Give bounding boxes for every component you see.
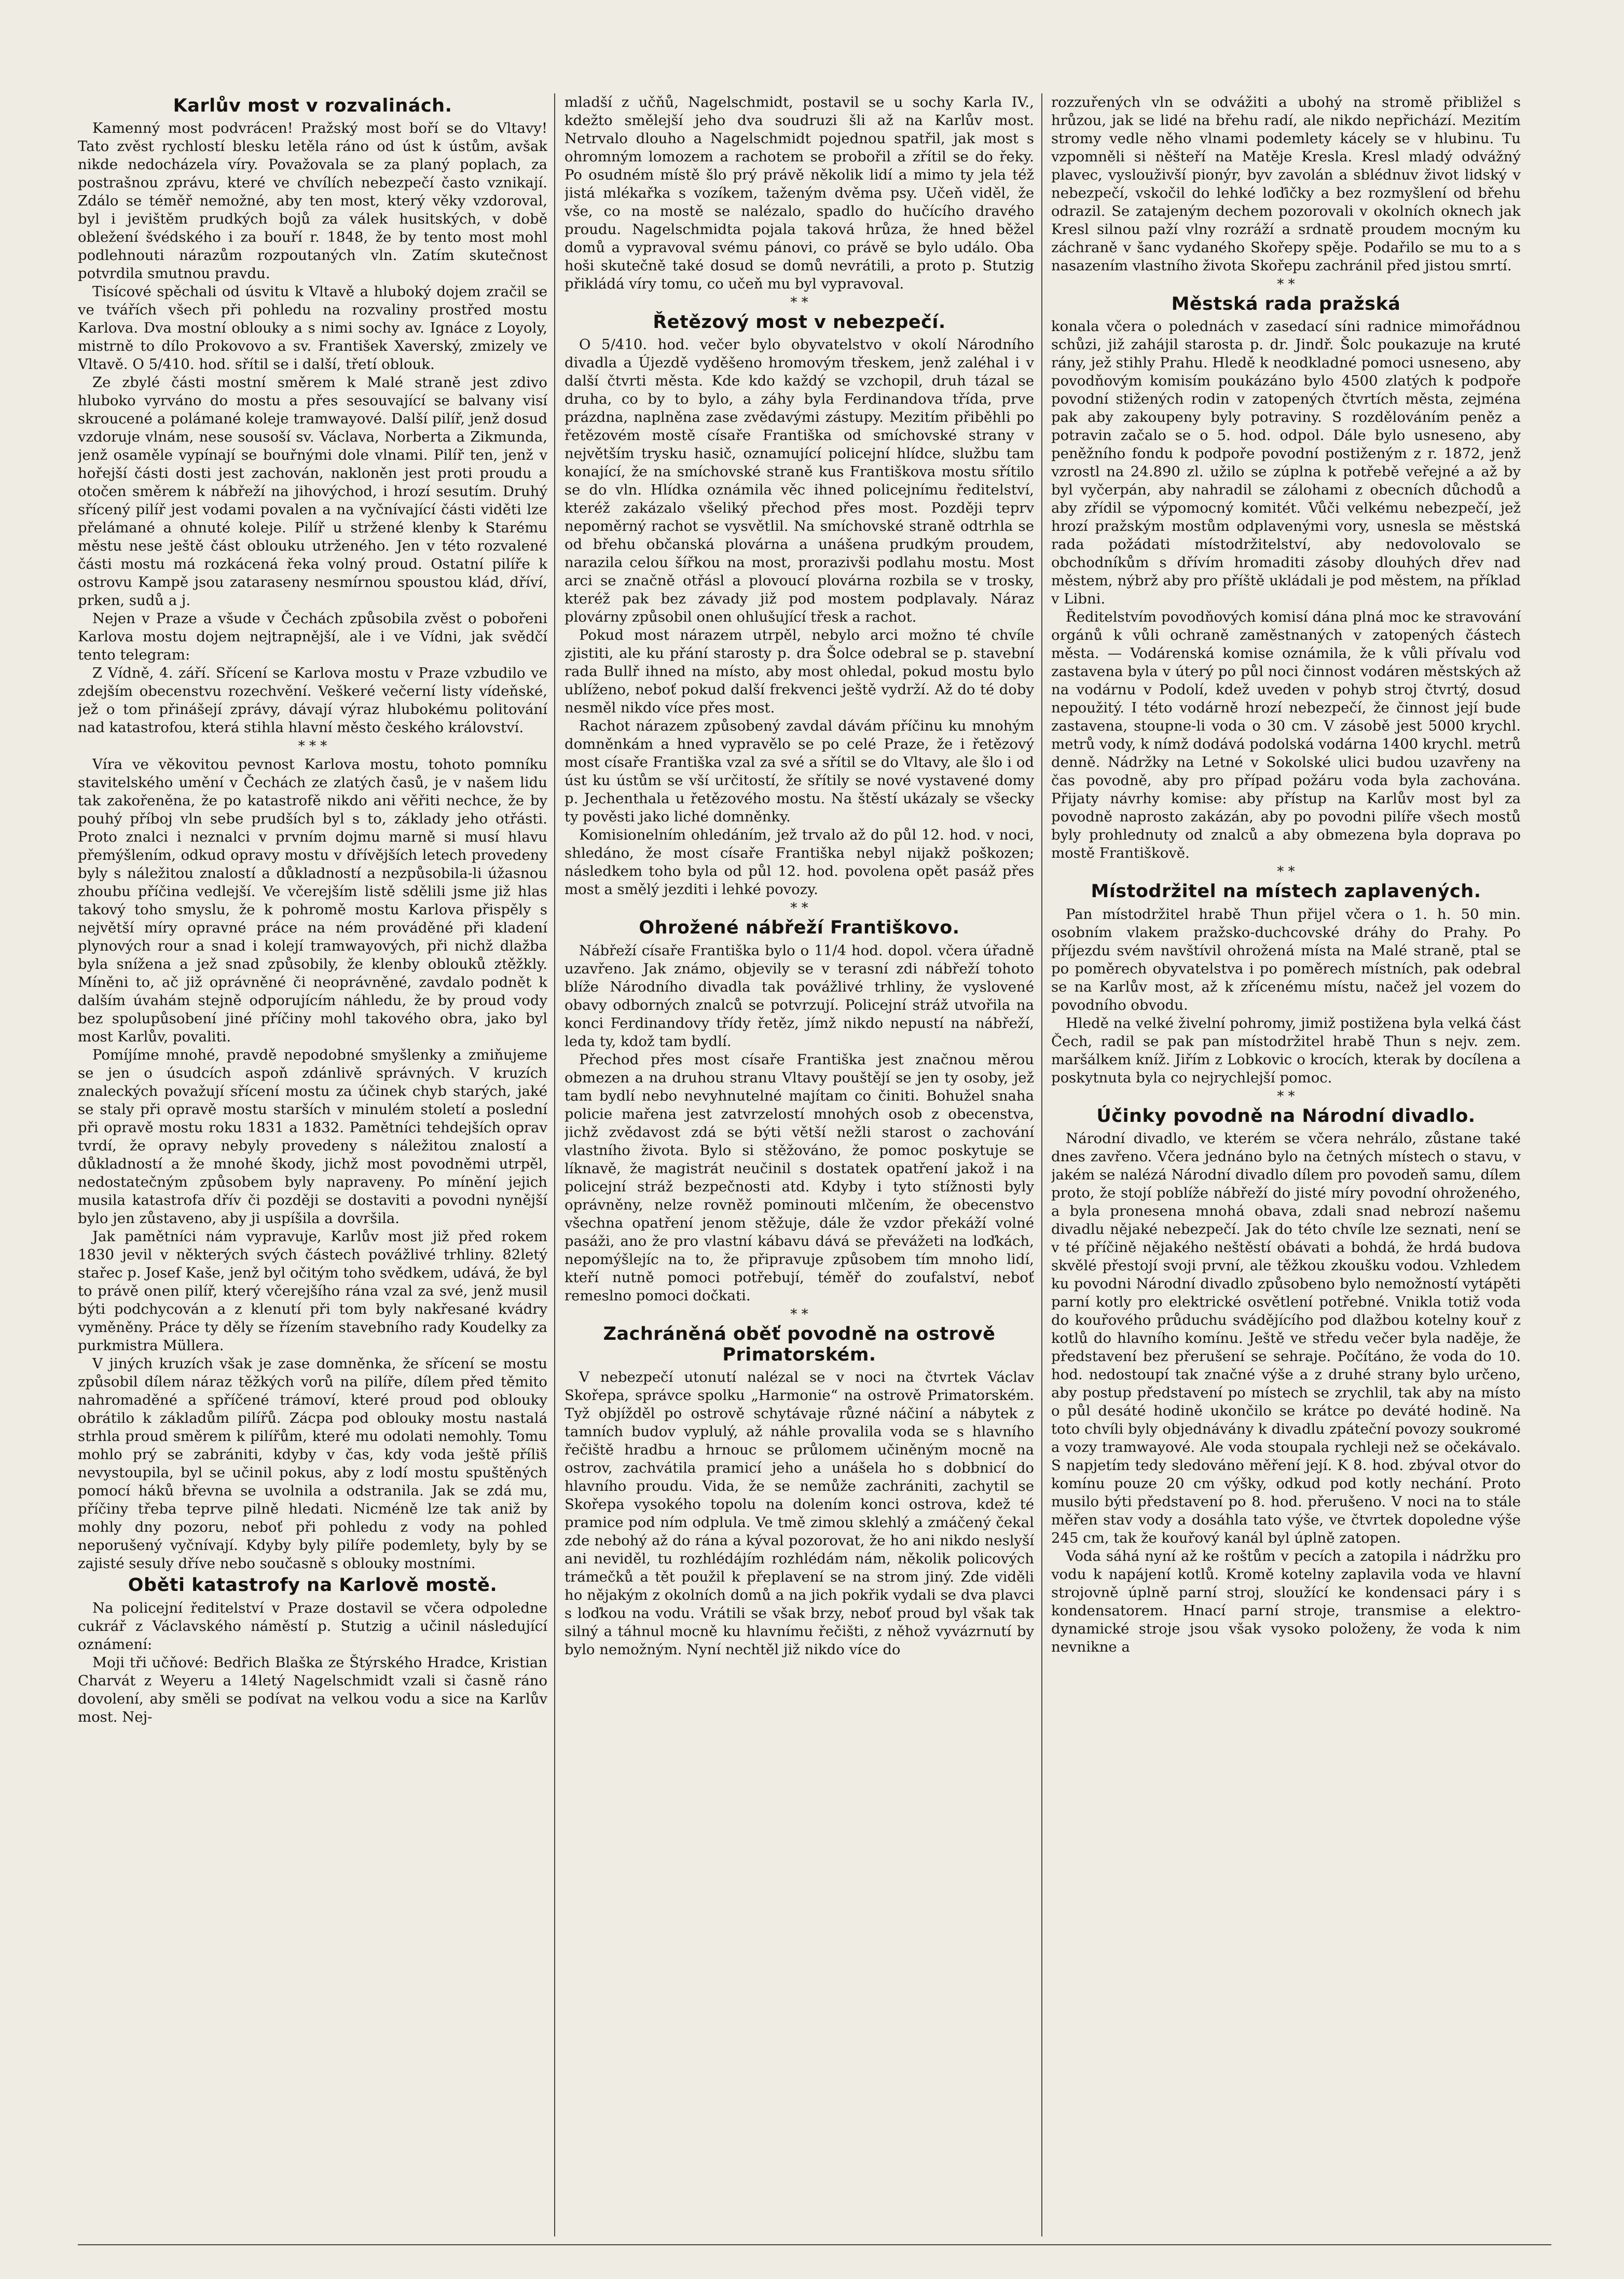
section-separator: * * [790,295,808,310]
article-heading: Oběti katastrofy na Karlově mostě. [128,1575,498,1596]
article-paragraph: V jiných kruzích však je zase domněnka, že sřícení se mostu způsobil dílem náraz těžkých vorů na pilíře, dílem před těmito nahromaděné a spříčené trámoví, které proud pod oblouky obrátilo k základům pilířů. Zácpa pod oblouky mostu nastalá strhla proud směrem k pilířům, které mu odolati nemohly. Tomu mohlo prý se zabrániti, kdyby v čas, kdy voda ještě příliš nevystoupila, byl se učinil pokus, aby z lodí mostu spuštěných pomocí háků břevna se uvolnila a odstranila. Jak se zdá mu, příčiny třeba teprve pilně hledati. Nicméně lze tak aniž by mohly dny pozoru, neboť při pohledu z vody na pohled neporušený vyčnívají. Kdyby byly pilíře podemlety, byly by se zajisté sesuly dříve nebo současně s oblouky mostními. [78,1355,547,1572]
column-2 [565,93,1034,2242]
article-paragraph: Z Vídně, 4. září. Sřícení se Karlova mostu v Praze vzbudilo ve zdejším obecenstvu rozechvění. Veškeré večerní listy vídeňské, jež o tom přinášejí zprávy, dávají výraz hlubokému politování nad katastrofou, která stihla hlavní město českého království. [78,665,547,736]
section-separator: * * * [298,738,327,754]
article-heading: Účinky povodně na Národní divadlo. [1096,1105,1476,1127]
article-paragraph: mladší z učňů, Nagelschmidt, postavil se u sochy Karla IV., kdežto smělejší jeho dva soudruzi šli až na Karlův most. Netrvalo dlouho a Nagelschmidt pojednou spatřil, jak most s ohromným lomozem a rachotem se probořil a zřítil se do řeky. Po osudném místě šlo prý právě několik lidí a mimo ty jela též jistá mlékařka s vozíkem, taženým dvěma psy. Učeň viděl, že vše, co na mostě se nalézalo, spadlo do hučícího dravého proudu. Nagelschmidta pojala taková hrůza, že hned běžel domů a vypravoval svému pánovi, co právě se bylo událo. Oba hoši skutečně také dosud se domů nevrátili, a proto p. Stutzig přikládá víry tomu, co učeň mu byl vypravoval. [565,94,1034,292]
article-heading: Městská rada pražská [1171,294,1401,314]
article-paragraph: Nábřeží císaře Františka bylo o 11/4 hod. dopol. včera úřadně uzavřeno. Jak známo, objevily se v terasní zdi nábřeží tohoto blíže Národního divadla tak povážlivé trhliny, že vyslovené obavy odborných znalců se potvrzují. Policejní stráž utvořila na konci Ferdinandovy třídy řetěz, jímž nikdo nepustí na nábřeží, leda ty, kdož tam bydlí. [565,942,1034,1050]
column-1 [78,93,547,2242]
article-paragraph: konala včera o polednách v zasedací síni radnice mimořádnou schůzi, již zahájil starosta p. dr. Jindř. Šolc poukazuje na kruté rány, jež stihly Prahu. Hledě k neodkladné pomoci usneseno, aby povodňovým komisím poukázáno bylo 4500 zlatých k podpoře povodní stižených rodin v zatopených čtvrtích města, zejména pak aby zakoupeny byly potraviny. S rozdělováním peněz a potravin začalo se o 5. hod. odpol. Dále bylo usneseno, aby peněžního fondu k podpoře povodní postiženým z r. 1872, jenž vzrostl na 24.890 zl. užilo se zúplna k potřebě veřejné a až by byl vyčerpán, aby nahradil se zálohami z obecních důchodů a aby zřídil se výpomocný komitét. Vůči velkému nebezpečí, jež hrozí pražským mostům odplavenými vory, usnesla se městská rada požádati místodržitelství, aby nedovolovalo se obchodníkům s dřívím hromaditi zásoby dlouhých dřev nad městem, nýbrž aby pro příště ukládali je pod městem, na příklad v Libni. [1051,318,1521,608]
bottom-rule [78,2244,1551,2245]
article-paragraph: Přechod přes most císaře Františka jest značnou měrou obmezen a na druhou stranu Vltavy pouštějí se jen ty osoby, jež tam bydlí nebo nevyhnutelné majítam co činiti. Bohužel snaha policie mařena jest zatvrzelostí mnohých osob z obecenstva, jichž zvědavost zdá se býti větší nežli starost o zachování vlastního života. Bylo si stěžováno, že pomoc poskytuje se líknavě, že magistrát neučinil s dostatek opatření jakož i na policejní stráž bezpečnosti atd. Kdyby i tyto stížnosti byly oprávněny, nelze rovněž pominouti mlčením, že obecenstvo všechna opatření jenom stěžuje, dále že vzdor překáží volné pasáži, ano že pro vlastní kábavu dává se převážeti na loďkách, nepomýšlejíc na to, že připravuje způsobem tím mnoho lidí, kteří nutně pomoci potřebují, téměř do zoufalství, neboť remeslno pomoci dočkati. [565,1051,1034,1304]
article-paragraph: Tisícové spěchali od úsvitu k Vltavě a hluboký dojem zračil se ve tvářích všech při pohledu na rozvaliny prostřed mostu Karlova. Dva mostní oblouky a s nimi sochy av. Ignáce z Loyoly, mistrně to dílo Prokovovo a sv. František Xaverský, zmizely ve Vltavě. O 5/410. hod. sřítil se i další, třetí oblouk. [78,283,547,373]
newspaper-page [78,78,1551,2247]
article-paragraph: Národní divadlo, ve kterém se včera nehrálo, zůstane také dnes zavřeno. Včera jednáno bylo na četných místech o stavu, v jakém se nalézá Národní divadlo dílem pro povodeň samu, dílem proto, že stojí poblíže nábřeží do jisté míry povodní ohroženého, a byla pronesena mnohá obava, zdali snad nebrozí našemu divadlu nějaké nebezpečí. Jak do této chvíle lze seznati, není se v té příčině nějakého neštěstí obávati a bohdá, že hrdá budova skvělé přestojí svoji první, ale těžkou zkoušku vodou. Vzhledem ku povodni Národní divadlo způsobeno bylo nemožností vytápěti parní kotly pro elektrické osvětlení potřebné. Vnikla totiž voda do kouřového průduchu svádějícího pod dlažbou kotelny kouř z kotlů do hlavního komínu. Ještě ve středu večer byla naděje, že představení bez přerušení se sehraje. Počítáno, že voda do 10. hod. nedostoupí tak značné výše a z druhé strany bylo určeno, aby postup představení po místech se zrychlil, tak aby na místo o půl desáté hodině ukončilo se krátce po deváté hodině. Na toto chvíli byly objednávány k divadlu zpáteční povozy soukromé a vozy tramwayové. Ale voda stoupala rychleji než se očekávalo. S napjetím tedy sledováno měření její. K 8. hod. zbýval otvor do komínu pouze 20 cm výšky, odkud pod kotly nechání. Proto musilo býti představení po 8. hod. přerušeno. V noci na to stále měřen stav vody a dosáhla tato výše, ve čtvrtek dopoledne výše 245 cm, tak že kouřový kanál byl úplně zatopen. [1051,1130,1521,1546]
article-heading: Ohrožené nábřeží Františkovo. [639,917,960,939]
article-paragraph: Kamenný most podvrácen! Pražský most boří se do Vltavy! Tato zvěst rychlostí blesku letěla ráno od úst k ústům, avšak nikde nedocházela víry. Považovala se za planý poplach, za postrašnou zprávu, které ve chvílích nebezpečí často vznikají. Zdálo se téměř nemožné, aby ten most, který věky vzdoroval, byl i jevištěm prudkých bojů za válek husitských, v době obležení švédského i za bouří r. 1848, že by tento most mohl podlehnouti nárazům rozpoutaných vln. Zatím skutečnost potvrdila smutnou pravdu. [78,120,547,282]
column-3 [1051,93,1521,2242]
article-paragraph: Moji tři učňové: Bedřich Blaška ze Štýrského Hradce, Kristian Charvát z Weyeru a 14letý Nagelschmidt vzali si časně ráno dovolení, aby směli se podívat na velkou vodu a sice na Karlův most. Nej- [78,1654,547,1725]
article-heading: Zachráněná oběť povodně na ostrově Primatorském. [603,1323,996,1365]
article-paragraph: Pomíjíme mnohé, pravdě nepodobné smyšlenky a zmiňujeme se jen o úsudcích aspoň zdánlivě správných. V kruzích znaleckých považují sřícení mostu za účinek chyb starých, jaké se staly při opravě mostu starších v minulém století a poslední při opravě mostu roku 1831 a 1832. Pamětníci tehdejších oprav tvrdí, že opravy nebyly provedeny s náležitou znalostí a důkladností a že mnohé škody, jichž most povodněmi utrpěl, nedostatečným způsobem byly napraveny. Po mínění jejich musila katastrofa dřív či později se dostaviti a povodni nynější bylo jen zůstaveno, aby ji uspíšila a dovršila. [78,1047,547,1227]
article-paragraph: Nejen v Praze a všude v Čechách způsobila zvěst o pobořeni Karlova mostu dojem nejtrapnější, ale i ve Vídni, jak svědčí tento telegram: [78,610,547,664]
section-separator: * * [790,1306,808,1322]
article-paragraph: Rachot nárazem způsobený zavdal dávám příčinu ku mnohým domněnkám a hned vypravělo se po celé Praze, že i řetězový most císaře Františka vzal za své a sřítil se do Vltavy, ale šlo i od úst ku ústům se vší určitostí, že sřítily se nové vystavené domy p. Jechenthala u řetězového mostu. Na štěstí ukázaly se všecky ty pověsti jako liché domněnky. [565,718,1034,826]
article-heading: Řetězový most v nebezpečí. [653,312,946,333]
section-separator: * * [1277,864,1295,880]
article-heading: Místodržitel na místech zaplavených. [1091,881,1481,902]
column-rule [554,93,555,2236]
article-paragraph: Pokud most nárazem utrpěl, nebylo arci možno té chvíle zjistiti, ale ku přání starosty p. dra Šolce odebral se p. stavební rada Bullř ihned na místo, aby most ohledal, pokud mostu bylo ublíženo, neboť pokud další frekvenci ještě vydrží. Až do té doby nesměl nikdo více přes most. [565,627,1034,717]
article-paragraph: Ředitelstvím povodňových komisí dána plná moc ke stravování orgánů k vůli ochraně zaměstnaných v zatopených částech města. — Vodárenská komise oznámila, že k vůli přívalu vod zastavena byla v úterý po půl noci činnost vodáren městských až na vodárnu v Podolí, kdež uveden v pohyb stroj čtvrtý, dosud nepoužitý. I této vodárně hrozí nebezpečí, že činnost její bude zastavena, stoupne-li voda o 30 cm. V zásobě jest 5000 krychl. metrů vody, k nímž dodává podolská vodárna 1400 krychl. metrů denně. Nádržky na Letné v Sokolské ulici budou uzavřeny na čas povodně, aby pro případ požáru voda byla zachována. Přijaty návrhy komise: aby přístup na Karlův most byl za povodně naprosto zakázán, aby po povodni pilíře všech mostů byly prohlednuty od znalců a aby obmezena byla doprava po mostě Františkově. [1051,609,1521,862]
column-rule [1041,93,1042,2236]
section-separator: * * [1277,1088,1295,1104]
article-paragraph: Jak pamětníci nám vypravuje, Karlův most již před rokem 1830 jevil v některých svých částech povážlivé trhliny. 82letý stařec p. Josef Kaše, jenž byl očitým toho svědkem, udává, že byl to právě onen pilíř, který včerejšího rána vzal za své, jenž musil býti podchycován a z klenutí při tom byly nakřesané kvádry vyměněny. Práce ty děly se řízením stavebního rady Koudelky za purkmistra Müllera. [78,1228,547,1354]
article-paragraph: Pan místodržitel hrabě Thun přijel včera o 1. h. 50 min. osobním vlakem pražsko-duchcovské dráhy do Prahy. Po příjezdu svém navštívil ohrožená místa na Malé straně, ptal se po poměrech obyvatelstva i po poměrech místních, pak odebral se na Karlův most, až k zřícenému místu, načež jel vozem do povodního obvodu. [1051,905,1521,1013]
article-paragraph: Na policejní ředitelství v Praze dostavil se včera odpoledne cukrář z Václavského náměstí p. Stutzig a učinil následující oznámení: [78,1599,547,1653]
article-paragraph: Ze zbylé části mostní směrem k Malé straně jest zdivo hluboko vyrváno do mostu a přes sesouvající se balvany visí skroucené a polámané koleje tramwayové. Další pilíř, jenž dosud vzdoruje vlnám, nese sousoší sv. Václava, Norberta a Zikmunda, jenž osaměle vypínají se bouřnými dole vlnami. Pilíř ten, jenž v hořejší části dosti jest zachován, nakloněn jest proti proudu a otočen směrem k nábřeží na jihovýchod, i hrozí sesutím. Druhý sřícený pilíř jest vodami povalen a na vyčnívající části viděti lze přelámané a ohnuté koleje. Pilíř u stržené klenby k Starému městu nese ještě část oblouku utrženého. Jen v této rozvalené části mostu má rozkácená řeka volný proud. Ostatní pilíře k ostrovu Kampě jsou zataraseny nesmírnou spoustou klád, dříví, prken, sudů a j. [78,374,547,609]
article-paragraph: Komisionelním ohledáním, jež trvalo až do půl 12. hod. v noci, shledáno, že most císaře Františka nebyl nijakž poškozen; následkem toho byla od půl 12. hod. povolena opět pasáž přes most a smělý jezditi i lehké povozy. [565,827,1034,898]
article-paragraph: Hledě na velké živelní pohromy, jimiž postižena byla velká část Čech, radil se pak pan místodržitel hrabě Thun s nejv. zem. maršálkem kníž. Jiřím z Lobkovic o krocích, kterak by docílena a poskytnuta byla co nejrychlejší pomoc. [1051,1014,1521,1086]
article-heading: Karlův most v rozvalinách. [173,95,452,116]
article-paragraph: rozzuřených vln se odvážiti a ubohý na stromě přibližel s hrůzou, jak se lidé na břehu radí, ale nikdo nepřichází. Mezitím stromy vedle něho vlnami podemlety kácely se v hlubinu. Tu vzpomněli si něšteří na Matěje Kresla. Kresl mladý odvážný plavec, vyslouživší pionýr, byv zavolán a sblédnuv život lidský v nebezpečí, vskočil do lehké loďičky a bez rozmyšlení od břehu odrazil. Se zatajeným dechem pozorovali v okolních oknech jak Kresl silnou paží vlny rozráží a srdnatě proudem mocným ku záchraně v šanc vydaného Skořepy spěje. Podařilo se mu to a s nasazením vlastního života Skořepu zachránil před jistou smrtí. [1051,94,1521,274]
section-separator: * * [1277,277,1295,292]
article-paragraph: Víra ve věkovitou pevnost Karlova mostu, tohoto pomníku stavitelského umění v Čechách ze zlatých časů, je v našem lidu tak zakořeněna, že po katastrofě nikdo ani věřiti nechce, že by pouhý příboj vln sebe prudších byl s to, základy jeho otřásti. Proto znalci i neznalci v prvním dojmu marně si musí hlavu přemýšlením, odkud opravy mostu v dřívějších letech provedeny byly s náležitou znalostí a důkladností a nezpůsobila-li úžasnou zhoubu příčina vedlejší. Ve včerejším listě sdělili jsme již hlas takový toho smyslu, že k pohromě mostu Karlova přispěly s největší míry opravné práce na ném prováděné při kladení plynových rour a snad i kolejí tramwayových, při nichž dlažba byla snížena a jež snad způsobily, že klenby oblouků ztěžkly. Míněni to, ač již oprávněné či neoprávněné, zavdalo podnět k dalším úvahám stejně odporujícím náhledu, že by proud vody bez spolupůsobení jiné příčiny mohl takového obra, jako byl most Karlův, povaliti. [78,756,547,1046]
section-separator: * * [790,900,808,916]
article-paragraph: V nebezpečí utonutí nalézal se v noci na čtvrtek Václav Skořepa, správce spolku „Harmonie“ na ostrově Primatorském. Tyž objížděl po ostrově schytávaje různé náčiní a nábytek z tamních budov vyplulý, až náhle provalila voda se s hlavního řečiště hradbu a hrnouc se průlomem učiněným mocně na ostrov, zachvátila pramicí jeho a unášela ho s dobbnicí do hlavního proudu. Vida, že se nemůže zachrániti, zachytil se Skořepa vysokého topolu na dolením konci ostrova, kdež té pramice pod ním odplula. Ve tmě zimou sklehlý a zmáčený čekal zde nebohý až do rána a kýval pozorovat, že ho ani nikdo neslyší ani neviděl, tu rozhlédájím rozhlédám nám, několik policových trámečků a tět použil k přeplavení se na strom jiný. Zde viděli ho nějakým z okolních domů a na jich pokřik vydali se dva plavci s loďkou na vodu. Vrátili se však brzy, neboť proud byl však tak silný a táhnul mocně ku hlavnímu řečišti, z něhož vyvázrnutí by bylo nemožným. Nyní nechtěl již nikdo více do [565,1369,1034,1658]
article-paragraph: O 5/410. hod. večer bylo obyvatelstvo v okolí Národního divadla a Újezdě vyděšeno hromovým třeskem, jenž zaléhal i v další čtvrti města. Kde kdo každý se vzchopil, druh tázal se druha, co by to bylo, a záhy byla Ferdinandova třída, prve prázdna, naplněna zase zvědavými zástupy. Mezitím přiběhli po řetězovém mostě císaře Františka od smíchovské strany v největším trysku hasič, oznamující policejní hlídce, službu tam konající, že na smíchovské straně kus Františkova mostu sřítilo se do vln. Hlídka oznámila věc ihned policejnímu ředitelství, kteréž zakázalo všeliký přechod přes most. Později teprv nepoměrný rachot se vysvětlil. Na smíchovské straně odtrhla se od břehu občanská plovárna a unášena prudkým proudem, narazila celou šířkou na most, prorazivši podlahu mostu. Most arci se značně otřásl a plovoucí plovárna rozbila se v trosky, kteréž pak bez závady již pod mostem podplavaly. Náraz plovárny způsobil onen ohlušující třesk a rachot. [565,336,1034,626]
article-paragraph: Voda sáhá nyní až ke roštům v pecích a zatopila i nádržku pro vodu k napájení kotlů. Kromě kotelny zaplavila voda ve hlavní strojovně úplně parní stroj, sloužící ke kondensaci páry i s kondensatorem. Hnací parní stroje, transmise a elektro-dynamické stroje jsou však vysoko položeny, že voda k nim nevnikne a [1051,1547,1521,1655]
